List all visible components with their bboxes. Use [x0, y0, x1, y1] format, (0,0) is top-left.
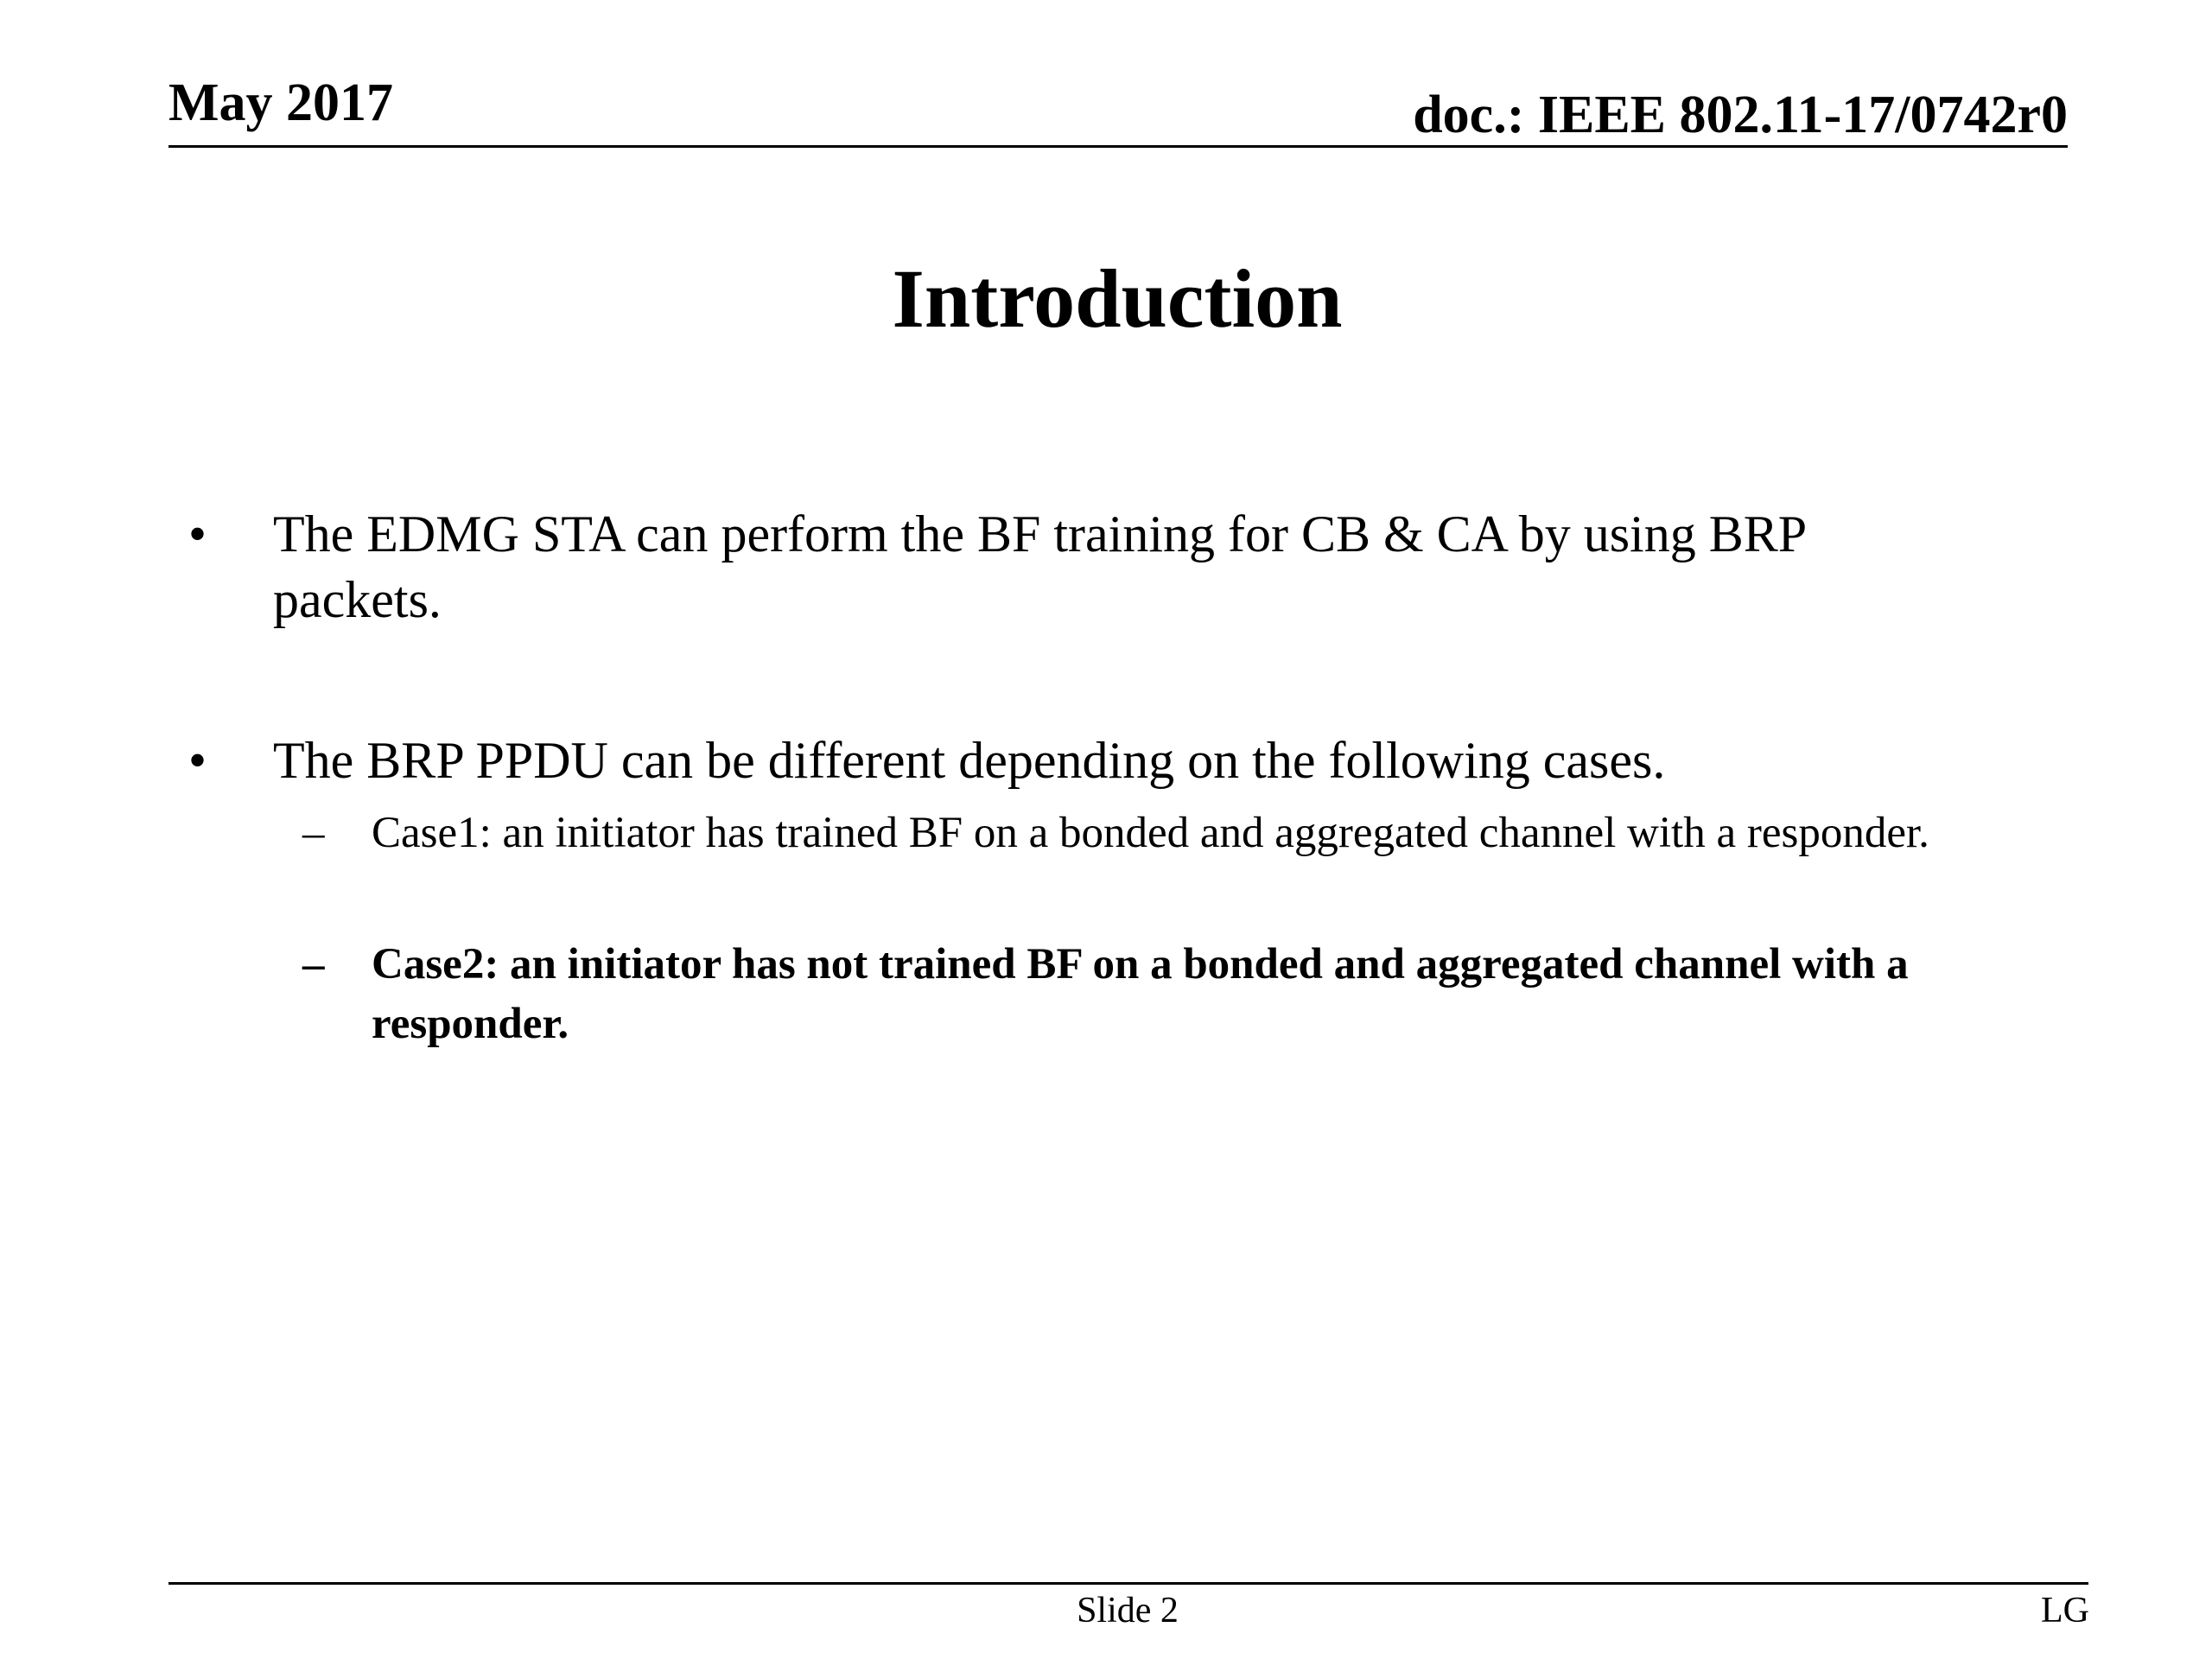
bullet-1-text: The EDMG STA can perform the BF training for CB & CA by using BRP packets.	[273, 505, 1805, 628]
bullet-marker-2: •	[188, 732, 207, 789]
sub-bullet-marker-1: –	[302, 809, 325, 857]
sub-bullet-case2-text: Case2: an initiator has not trained BF on a bonded and aggregated channel with a responder.	[372, 940, 1909, 1048]
header-doc-id: doc.: IEEE 802.11-17/0742r0	[1413, 86, 2068, 144]
sub-bullet-marker-2: –	[302, 940, 325, 988]
footer-divider	[168, 1582, 2088, 1585]
slide-title: Introduction	[892, 252, 1343, 345]
sub-bullet-case1-text: Case1: an initiator has trained BF on a bonded and aggregated channel with a responder.	[372, 809, 1929, 857]
bullet-marker-1: •	[188, 505, 207, 563]
header-date: May 2017	[168, 73, 394, 132]
footer-company: LG	[2041, 1591, 2089, 1630]
bullet-2-text: The BRP PPDU can be different depending on the following cases.	[273, 732, 1666, 789]
footer-slide-number: Slide 2	[1077, 1591, 1179, 1630]
header-divider	[168, 145, 2068, 148]
